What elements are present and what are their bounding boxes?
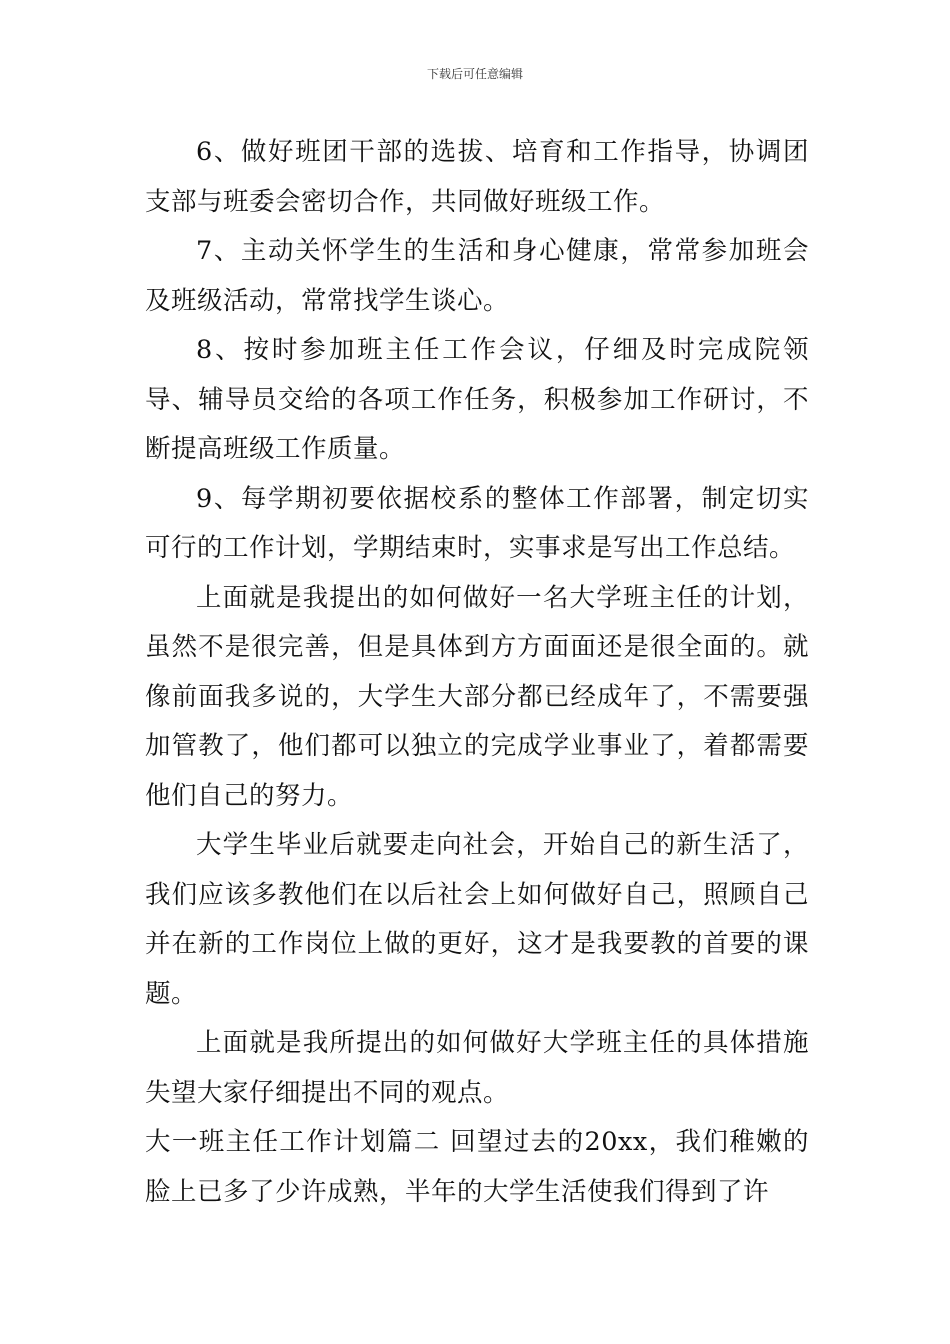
section-two [145, 1118, 809, 1217]
paragraph-graduation: 大学生毕业后就要走向社会，开始自己的新生活了，我们应该多教他们在以后社会上如何做好自己，照顾自己并在新的工作岗位上做的更好，这才是我要教的首要的课题。 [145, 830, 809, 1009]
paragraph-closing: 上面就是我所提出的如何做好大学班主任的具体措施失望大家仔细提出不同的观点。 [145, 1028, 809, 1108]
page-header: 下载后可任意编辑 [426, 67, 523, 81]
paragraph-item-6: 6、做好班团干部的选拔、培育和工作指导，协调团支部与班委会密切合作，共同做好班级工作。 [145, 137, 809, 217]
paragraph-item-7: 7、主动关怀学生的生活和身心健康，常常参加班会及班级活动，常常找学生谈心。 [145, 236, 809, 316]
section-text: 回望过去的20xx，我们稚嫩的脸上已多了少许成熟，半年的大学生活使我们得到了许 [145, 1127, 809, 1207]
paragraph-item-9: 9、每学期初要依据校系的整体工作部署，制定切实可行的工作计划，学期结束时，实事求是写出工作总结。 [145, 483, 809, 563]
section-gap [441, 1127, 450, 1157]
document-body [145, 128, 809, 1217]
paragraph-item-8: 8、按时参加班主任工作会议，仔细及时完成院领导、辅导员交给的各项工作任务，积极参加工作研讨，不断提高班级工作质量。 [145, 335, 809, 464]
section-title: 大一班主任工作计划篇二 [145, 1127, 441, 1157]
paragraph-plan-summary: 上面就是我提出的如何做好一名大学班主任的计划，虽然不是很完善，但是具体到方方面面还是很全面的。就像前面我多说的，大学生大部分都已经成年了，不需要强加管教了，他们都可以独立的完成学业事业了，着都需要他们自己的努力。 [145, 582, 809, 811]
